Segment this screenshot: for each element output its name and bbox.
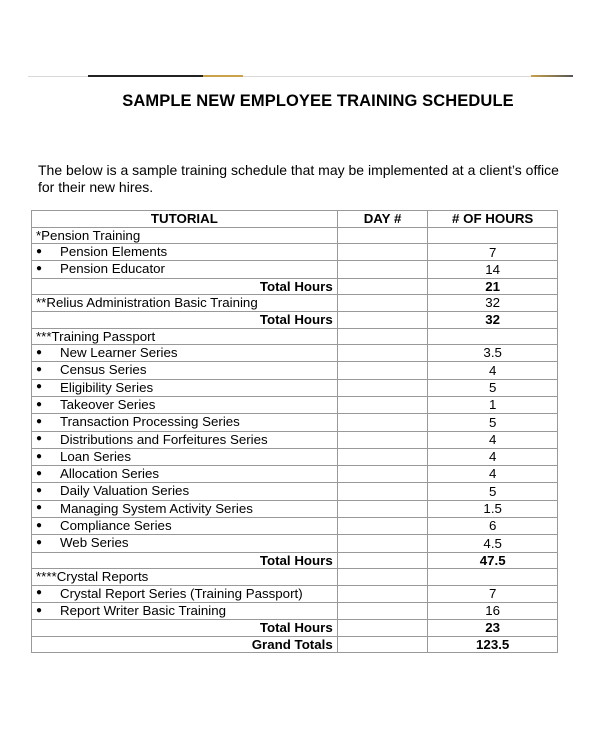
hours-cell: 32 [428, 295, 558, 312]
tutorial-name: Transaction Processing Series [60, 414, 240, 430]
tutorial-name: Census Series [60, 362, 147, 378]
hours-cell: 7 [428, 585, 558, 602]
table-row [32, 396, 558, 413]
section-heading: **Relius Administration Basic Training [32, 295, 338, 312]
total-hours: 23 [428, 620, 558, 637]
day-cell [337, 636, 428, 653]
tutorial-name: Pension Elements [60, 244, 168, 260]
tutorial-name: Allocation Series [60, 466, 160, 482]
day-cell [337, 311, 428, 328]
hours-cell: 7 [428, 244, 558, 261]
total-row [32, 278, 558, 295]
bullet-icon: ● [36, 245, 43, 257]
day-cell [337, 500, 428, 517]
grand-total-row [32, 636, 558, 653]
tutorial-name: Pension Educator [60, 261, 165, 277]
table-row [32, 466, 558, 483]
bullet-icon: ● [36, 346, 43, 358]
day-cell [337, 345, 428, 362]
total-row [32, 552, 558, 569]
bullet-icon: ● [36, 485, 43, 497]
header-tutorial: TUTORIAL [32, 211, 338, 228]
section-heading: ***Training Passport [32, 328, 338, 345]
tutorial-name: Eligibility Series [60, 379, 154, 395]
header-hours: # OF HOURS [428, 211, 558, 228]
rule-right-segment [531, 75, 573, 77]
tutorial-name: Web Series [60, 535, 129, 551]
bullet-icon: ● [36, 381, 43, 393]
rule-dark-segment [88, 75, 203, 77]
bullet-icon: ● [36, 519, 43, 531]
day-cell [337, 261, 428, 278]
day-cell [337, 483, 428, 500]
day-cell [337, 620, 428, 637]
day-cell [337, 328, 428, 345]
table-row [32, 448, 558, 465]
total-label: Total Hours [32, 552, 338, 569]
intro-paragraph: The below is a sample training schedule that may be implemented at a client’s office for their new hires. [38, 162, 559, 195]
day-cell [337, 535, 428, 552]
hours-cell: 5 [428, 414, 558, 431]
table-row [32, 414, 558, 431]
tutorial-name: Takeover Series [60, 396, 156, 412]
hours-cell [428, 328, 558, 345]
bullet-icon: ● [36, 364, 43, 376]
hours-cell: 5 [428, 379, 558, 396]
bullet-icon: ● [36, 502, 43, 514]
day-cell [337, 379, 428, 396]
grand-total-label: Grand Totals [32, 636, 338, 653]
header-day: DAY # [337, 211, 428, 228]
tutorial-name: Loan Series [60, 448, 131, 464]
total-row [32, 620, 558, 637]
section-heading: ****Crystal Reports [32, 569, 338, 586]
day-cell [337, 244, 428, 261]
day-cell [337, 585, 428, 602]
hours-cell: 5 [428, 483, 558, 500]
day-cell [337, 414, 428, 431]
day-cell [337, 552, 428, 569]
tutorial-name: Managing System Activity Series [60, 500, 253, 516]
rule-gold-segment [203, 75, 243, 77]
total-label: Total Hours [32, 620, 338, 637]
section-heading-row [32, 569, 558, 586]
grand-total-hours: 123.5 [428, 636, 558, 653]
training-schedule-table [31, 210, 558, 653]
day-cell [337, 362, 428, 379]
bullet-icon: ● [36, 433, 43, 445]
table-row [32, 483, 558, 500]
hours-cell: 3.5 [428, 345, 558, 362]
day-cell [337, 431, 428, 448]
hours-cell: 4 [428, 466, 558, 483]
table-row [32, 500, 558, 517]
bullet-icon: ● [36, 467, 43, 479]
bullet-icon: ● [36, 587, 43, 599]
hours-cell: 4 [428, 362, 558, 379]
hours-cell: 4.5 [428, 535, 558, 552]
hours-cell [428, 227, 558, 244]
section-heading-row [32, 328, 558, 345]
section-heading-row [32, 227, 558, 244]
table-row [32, 602, 558, 619]
total-hours: 21 [428, 278, 558, 295]
total-label: Total Hours [32, 311, 338, 328]
table-row [32, 585, 558, 602]
day-cell [337, 466, 428, 483]
tutorial-name: Daily Valuation Series [60, 483, 190, 499]
hours-cell: 4 [428, 431, 558, 448]
bullet-icon: ● [36, 415, 43, 427]
hours-cell: 6 [428, 517, 558, 534]
table-row [32, 431, 558, 448]
page-title: SAMPLE NEW EMPLOYEE TRAINING SCHEDULE [122, 92, 514, 110]
table-header-row [32, 211, 558, 228]
day-cell [337, 602, 428, 619]
hours-cell: 16 [428, 602, 558, 619]
hours-cell: 1.5 [428, 500, 558, 517]
day-cell [337, 396, 428, 413]
total-label: Total Hours [32, 278, 338, 295]
tutorial-name: Crystal Report Series (Training Passport) [60, 585, 303, 601]
table-row [32, 535, 558, 552]
top-decorative-rule [28, 76, 573, 77]
hours-cell: 4 [428, 448, 558, 465]
tutorial-name: Report Writer Basic Training [60, 602, 227, 618]
table-row [32, 261, 558, 278]
table-row [32, 345, 558, 362]
bullet-icon: ● [36, 263, 43, 275]
day-cell [337, 278, 428, 295]
section-heading-row [32, 295, 558, 312]
hours-cell: 1 [428, 396, 558, 413]
day-cell [337, 295, 428, 312]
hours-cell: 14 [428, 261, 558, 278]
total-hours: 47.5 [428, 552, 558, 569]
day-cell [337, 569, 428, 586]
section-heading: *Pension Training [32, 227, 338, 244]
tutorial-name: Distributions and Forfeitures Series [60, 431, 268, 447]
day-cell [337, 227, 428, 244]
table-row [32, 517, 558, 534]
bullet-icon: ● [36, 536, 43, 548]
tutorial-name: Compliance Series [60, 517, 172, 533]
tutorial-name: New Learner Series [60, 345, 178, 361]
bullet-icon: ● [36, 450, 43, 462]
bullet-icon: ● [36, 398, 43, 410]
table-row [32, 244, 558, 261]
total-hours: 32 [428, 311, 558, 328]
day-cell [337, 517, 428, 534]
total-row [32, 311, 558, 328]
hours-cell [428, 569, 558, 586]
table-row [32, 362, 558, 379]
table-row [32, 379, 558, 396]
bullet-icon: ● [36, 604, 43, 616]
day-cell [337, 448, 428, 465]
